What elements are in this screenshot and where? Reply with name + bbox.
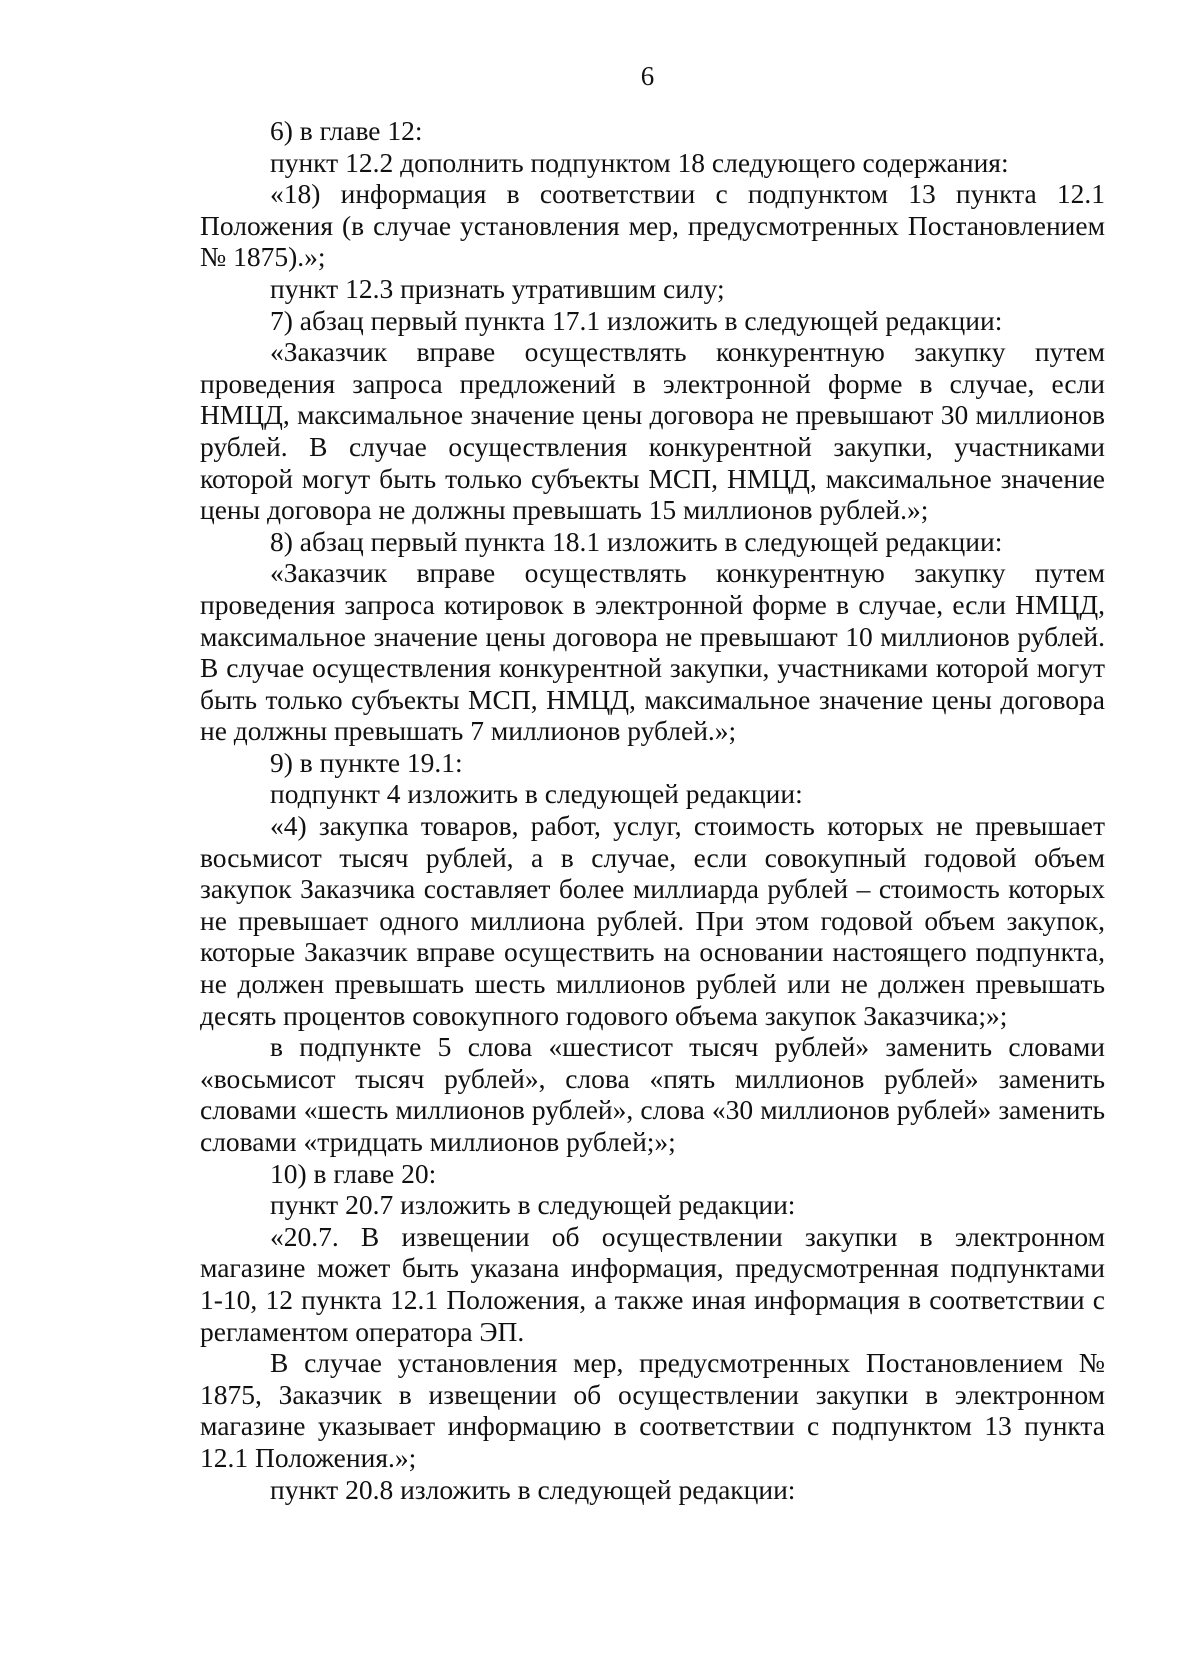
paragraph-subitem-4-text: «4) закупка товаров, работ, услуг, стоимость которых не превышает восьмисот тысяч рублей, а в случае, если совокупный годовой объем закупок Заказчика составляет более миллиарда рублей – стоимость которых не превышает одного миллиона рублей. При этом годовой объем закупок, которые Заказчик вправе осуществить на основании настоящего подпункта, не должен превышать шесть миллионов рублей или не должен превышать десять процентов совокупного годового объема закупок Заказчика;»; [200, 810, 1105, 1031]
paragraph-chapter-12: 6) в главе 12: [270, 115, 423, 146]
paragraph-subitem-4: подпункт 4 изложить в следующей редакции: [270, 778, 803, 810]
paragraph-item-18-1: 8) абзац первый пункта 18.1 изложить в следующей редакции: [270, 525, 1003, 557]
paragraph-item-17-1-text: «Заказчик вправе осуществлять конкурентную закупку путем проведения запроса предложений в электронной форме в случае, если НМЦД, максимальное значение цены договора не превышают 30 миллионов рублей. В случае осуществления конкурентной закупки, участниками которой могут быть только субъекты МСП, НМЦД, максимальное значение цены договора не должны превышать 15 миллионов рублей.»; [200, 336, 1105, 526]
paragraph-item-18-1-text: «Заказчик вправе осуществлять конкурентную закупку путем проведения запроса котировок в электронной форме в случае, если НМЦД, максимальное значение цены договора не превышают 10 миллионов рублей. В случае осуществления конкурентной закупки, участниками которой могут быть только субъекты МСП, НМЦД, максимальное значение цены договора не должны превышать 7 миллионов рублей.»; [200, 557, 1105, 747]
paragraph-subitem-5-replacements: в подпункте 5 слова «шестисот тысяч рублей» заменить словами «восьмисот тысяч рублей», слова «пять миллионов рублей» заменить словами «шесть миллионов рублей», слова «30 миллионов рублей» заменить словами «тридцать миллионов рублей;»; [200, 1031, 1105, 1157]
paragraph-item-12-2: пункт 12.2 дополнить подпунктом 18 следующего содержания: [270, 146, 1009, 178]
paragraph-chapter-20: 10) в главе 20: [270, 1157, 437, 1189]
paragraph-item-12-3: пункт 12.3 признать утратившим силу; [270, 272, 725, 304]
paragraph-item-20-8: пункт 20.8 изложить в следующей редакции: [270, 1473, 796, 1505]
paragraph-subitem-18-text: «18) информация в соответствии с подпунктом 13 пункта 12.1 Положения (в случае установления мер, предусмотренных Постановлением № 1875).»; [200, 178, 1105, 273]
paragraph-item-19-1: 9) в пункте 19.1: [270, 746, 463, 778]
page-number: 6 [640, 61, 655, 91]
paragraph-item-20-7-measures: В случае установления мер, предусмотренных Постановлением № 1875, Заказчик в извещении об осуществлении закупки в электронном магазине указывает информацию в соответствии с подпунктом 13 пункта 12.1 Положения.»; [200, 1347, 1105, 1473]
paragraph-item-17-1: 7) абзац первый пункта 17.1 изложить в следующей редакции: [270, 304, 1003, 336]
paragraph-item-20-7-text: «20.7. В извещении об осуществлении закупки в электронном магазине может быть указана информация, предусмотренная подпунктами 1-10, 12 пункта 12.1 Положения, а также иная информация в соответствии с регламентом оператора ЭП. [200, 1220, 1105, 1347]
paragraph-item-20-7: пункт 20.7 изложить в следующей редакции: [270, 1189, 796, 1221]
document-body [200, 115, 1105, 1505]
